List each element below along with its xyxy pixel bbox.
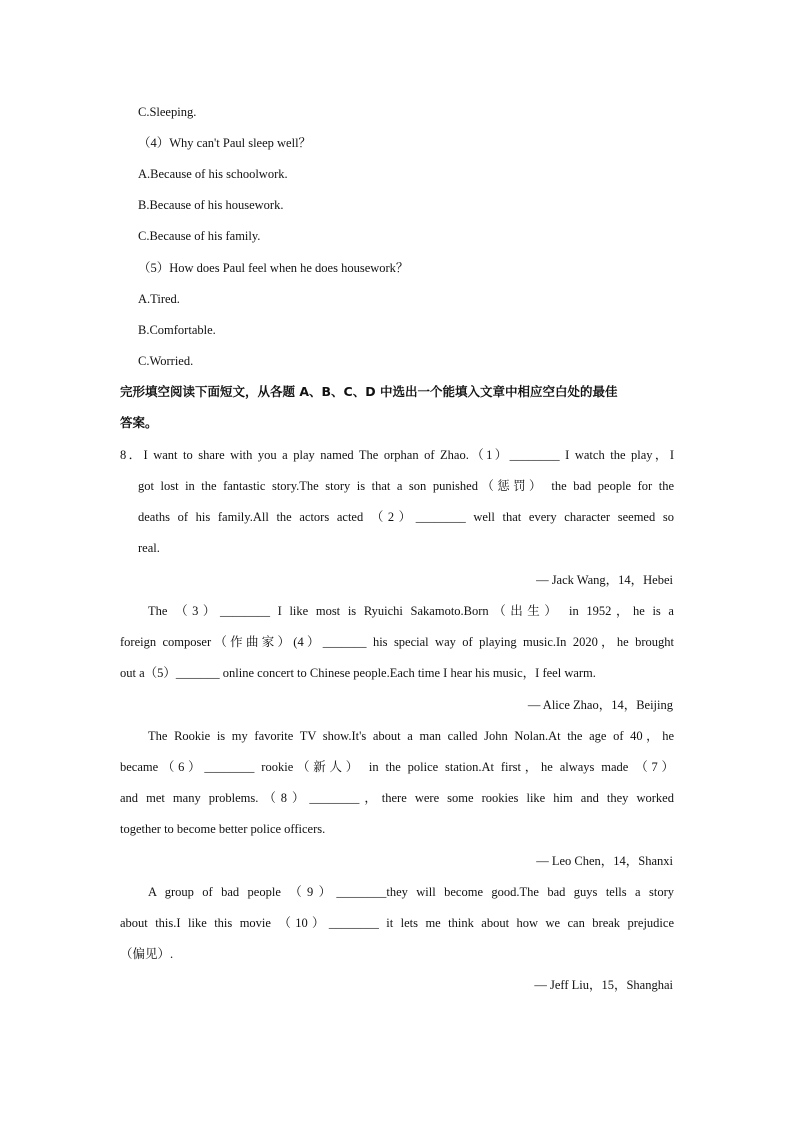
passage-p1-line4: real. [138,541,160,555]
signature-jeff-liu: — Jeff Liu，15，Shanghai [534,978,673,992]
question-4-option-b: B.Because of his housework. [138,198,284,212]
passage-p3-line2: became（6）________ rookie（新人） in the police station.At first，he always made （7） [120,760,674,774]
passage-p2-line2: foreign composer（作曲家）(4）_______ his special way of playing music.In 2020，he brought [120,635,674,649]
signature-alice-zhao: — Alice Zhao，14，Beijing [527,698,673,712]
passage-p4-line1: A group of bad people （9）________they will become good.The bad guys tells a story [148,885,674,899]
section-instruction-cont: 答案。 [120,415,158,430]
option-c-sleeping: C.Sleeping. [138,105,197,119]
passage-p2-line3: out a（5）_______ online concert to Chinese people.Each time I hear his music，I feel warm. [120,666,596,680]
question-4-option-c: C.Because of his family. [138,229,261,243]
question-5-option-a: A.Tired. [138,292,180,306]
passage-p3-line1: The Rookie is my favorite TV show.It's about a man called John Nolan.At the age of 40，he [148,729,674,743]
passage-p2-line1: The （3）________ I like most is Ryuichi Sakamoto.Born（出生） in 1952，he is a [148,604,674,618]
passage-p3-line4: together to become better police officers. [120,822,326,836]
passage-p4-line2: about this.I like this movie （10）________ it lets me think about how we can break prejudice [120,916,674,930]
question-5-option-b: B.Comfortable. [138,323,216,337]
passage-p1-line2: got lost in the fantastic story.The story is that a son punished（惩罚） the bad people for the [138,479,674,493]
section-instruction: 完形填空阅读下面短文，从各题 A、B、C、D 中选出一个能填入文章中相应空白处的最佳 [120,384,618,399]
question-4-prompt: （4）Why can't Paul sleep well？ [138,136,312,150]
signature-leo-chen: — Leo Chen，14，Shanxi [536,854,673,868]
passage-p4-line3: （偏见）. [120,947,174,961]
passage-p1-line3: deaths of his family.All the actors acted （2）________ well that every character seemed so [138,510,674,524]
passage-p3-line3: and met many problems.（8）________，there were some rookies like him and they worked [120,791,674,805]
passage-p1-line1: 8．I want to share with you a play named The orphan of Zhao.（1）________ I watch the play，I [120,448,674,462]
signature-jack-wang: — Jack Wang，14，Hebei [536,573,673,587]
question-5-prompt: （5）How does Paul feel when he does housework？ [138,261,409,275]
question-5-option-c: C.Worried. [138,354,194,368]
question-4-option-a: A.Because of his schoolwork. [138,167,288,181]
